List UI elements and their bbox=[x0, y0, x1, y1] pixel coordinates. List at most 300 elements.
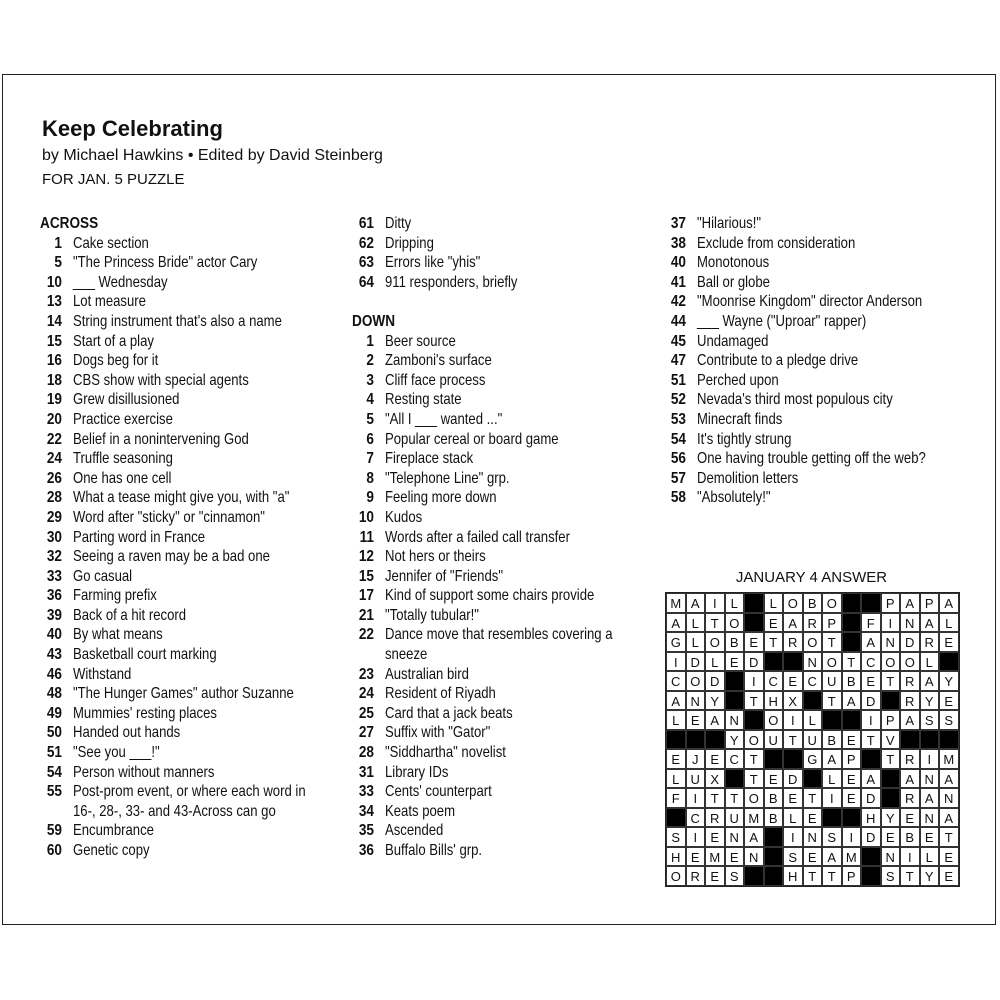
answer-cell: N bbox=[900, 613, 920, 633]
clue-item bbox=[40, 332, 340, 352]
black-square bbox=[725, 691, 745, 711]
clue-item bbox=[664, 332, 964, 352]
clue-text: Farming prefix bbox=[73, 587, 157, 605]
clue-item bbox=[352, 567, 652, 587]
answer-cell: U bbox=[822, 671, 842, 691]
answer-cell: A bbox=[861, 632, 881, 652]
clue-text: Dance move that resembles covering a bbox=[385, 626, 613, 644]
answer-cell: T bbox=[822, 632, 842, 652]
clue-item bbox=[352, 371, 652, 391]
answer-cell: O bbox=[822, 593, 842, 613]
answer-cell: T bbox=[803, 866, 823, 886]
clue-text: Ball or globe bbox=[697, 273, 770, 291]
answer-cell: T bbox=[725, 788, 745, 808]
clue-item bbox=[664, 234, 964, 254]
answer-cell: S bbox=[881, 866, 901, 886]
answer-cell: E bbox=[803, 808, 823, 828]
clue-text: sneeze bbox=[385, 646, 428, 664]
answer-cell: T bbox=[939, 827, 959, 847]
clue-item bbox=[40, 606, 340, 626]
clue-number: 22 bbox=[46, 430, 62, 448]
answer-cell: J bbox=[686, 749, 706, 769]
answer-cell: Y bbox=[920, 691, 940, 711]
clue-item bbox=[352, 488, 652, 508]
answer-cell: T bbox=[900, 866, 920, 886]
clue-number: 10 bbox=[46, 273, 62, 291]
black-square bbox=[842, 632, 862, 652]
answer-cell: A bbox=[842, 691, 862, 711]
clue-number: 49 bbox=[46, 704, 62, 722]
clue-item bbox=[352, 821, 652, 841]
clue-number: 25 bbox=[358, 704, 374, 722]
answer-cell: R bbox=[803, 613, 823, 633]
clue-number: 39 bbox=[46, 606, 62, 624]
clue-item bbox=[40, 684, 340, 704]
clue-text: Demolition letters bbox=[697, 469, 799, 487]
answer-cell: E bbox=[939, 866, 959, 886]
clue-text: Practice exercise bbox=[73, 410, 173, 428]
clue-item bbox=[352, 665, 652, 685]
black-square bbox=[822, 808, 842, 828]
answer-cell: N bbox=[803, 827, 823, 847]
answer-cell: I bbox=[783, 827, 803, 847]
answer-cell: M bbox=[666, 593, 686, 613]
answer-title: JANUARY 4 ANSWER bbox=[735, 569, 888, 586]
answer-cell: Y bbox=[705, 691, 725, 711]
clue-number: 1 bbox=[54, 234, 62, 252]
answer-cell: L bbox=[705, 652, 725, 672]
answer-cell: Y bbox=[939, 671, 959, 691]
answer-cell: S bbox=[783, 847, 803, 867]
answer-cell: I bbox=[744, 671, 764, 691]
clue-number: 5 bbox=[54, 254, 62, 272]
clue-number: 31 bbox=[358, 763, 374, 781]
answer-cell: E bbox=[881, 827, 901, 847]
clue-text: Go casual bbox=[73, 567, 133, 585]
section-header bbox=[352, 312, 652, 332]
clue-item bbox=[352, 743, 652, 763]
clue-text: Ditty bbox=[385, 215, 412, 232]
answer-cell: I bbox=[783, 710, 803, 730]
answer-cell: O bbox=[900, 652, 920, 672]
answer-cell: L bbox=[822, 769, 842, 789]
clue-number: 11 bbox=[359, 528, 374, 546]
clue-text: Monotonous bbox=[697, 254, 770, 272]
clue-number: 10 bbox=[358, 508, 374, 526]
black-square bbox=[764, 847, 784, 867]
clue-number: 12 bbox=[358, 548, 374, 566]
answer-cell: R bbox=[900, 788, 920, 808]
answer-cell: M bbox=[744, 808, 764, 828]
clue-text: Dogs beg for it bbox=[73, 352, 159, 370]
clue-item bbox=[664, 214, 964, 234]
clue-item bbox=[40, 273, 340, 293]
answer-cell: T bbox=[881, 671, 901, 691]
clue-number: 33 bbox=[358, 783, 374, 801]
clue-item bbox=[40, 528, 340, 548]
clue-item bbox=[664, 312, 964, 332]
black-square bbox=[861, 847, 881, 867]
clue-number: 23 bbox=[358, 665, 374, 683]
answer-cell: G bbox=[803, 749, 823, 769]
clue-text: Cents' counterpart bbox=[385, 783, 492, 801]
clue-number: 29 bbox=[46, 508, 62, 526]
clue-text: "Totally tubular!" bbox=[385, 606, 479, 624]
clue-number: 47 bbox=[670, 352, 686, 370]
clue-text: Post-prom event, or where each word in bbox=[73, 783, 306, 801]
clue-item bbox=[40, 763, 340, 783]
clue-text: "All I ___ wanted ..." bbox=[385, 410, 503, 428]
answer-cell: C bbox=[803, 671, 823, 691]
answer-cell: U bbox=[686, 769, 706, 789]
clue-text: Seeing a raven may be a bad one bbox=[73, 548, 270, 566]
answer-cell: T bbox=[744, 691, 764, 711]
clue-number: 40 bbox=[46, 626, 62, 644]
answer-cell: A bbox=[686, 593, 706, 613]
section-header-label: DOWN bbox=[352, 312, 396, 330]
answer-cell: D bbox=[861, 691, 881, 711]
clue-item bbox=[40, 449, 340, 469]
clue-item bbox=[40, 371, 340, 391]
answer-cell: L bbox=[920, 652, 940, 672]
clue-text: Start of a play bbox=[73, 332, 154, 350]
answer-cell: M bbox=[842, 847, 862, 867]
answer-cell: T bbox=[822, 866, 842, 886]
answer-cell: S bbox=[822, 827, 842, 847]
answer-cell: B bbox=[764, 788, 784, 808]
clue-number: 18 bbox=[46, 371, 62, 389]
clue-number: 37 bbox=[670, 215, 686, 232]
answer-cell: A bbox=[939, 769, 959, 789]
clue-item bbox=[352, 351, 652, 371]
clue-number: 52 bbox=[670, 391, 686, 409]
clue-number: 28 bbox=[358, 744, 374, 762]
answer-cell: E bbox=[705, 749, 725, 769]
clue-item bbox=[40, 469, 340, 489]
puzzle-date: FOR JAN. 5 PUZZLE bbox=[42, 171, 185, 188]
clue-number: 45 bbox=[670, 332, 686, 350]
clue-item bbox=[40, 821, 340, 841]
black-square bbox=[666, 808, 686, 828]
clue-item bbox=[352, 273, 652, 293]
answer-cell: R bbox=[686, 866, 706, 886]
answer-grid bbox=[665, 592, 960, 887]
answer-cell: L bbox=[939, 613, 959, 633]
answer-cell: B bbox=[822, 730, 842, 750]
clue-text: Encumbrance bbox=[73, 822, 154, 840]
section-header-label: ACROSS bbox=[40, 215, 99, 232]
answer-cell: H bbox=[861, 808, 881, 828]
clue-text: "Telephone Line" grp. bbox=[385, 469, 510, 487]
clue-number: 30 bbox=[46, 528, 62, 546]
answer-cell: T bbox=[881, 749, 901, 769]
answer-cell: E bbox=[861, 671, 881, 691]
black-square bbox=[803, 691, 823, 711]
answer-cell: E bbox=[920, 827, 940, 847]
clue-item bbox=[40, 312, 340, 332]
answer-cell: N bbox=[881, 847, 901, 867]
answer-cell: B bbox=[725, 632, 745, 652]
answer-cell: N bbox=[920, 769, 940, 789]
answer-cell: T bbox=[764, 632, 784, 652]
answer-cell: S bbox=[939, 710, 959, 730]
clue-text: Kind of support some chairs provide bbox=[385, 587, 595, 605]
clue-text: String instrument that's also a name bbox=[73, 312, 282, 330]
answer-cell: E bbox=[725, 652, 745, 672]
answer-cell: V bbox=[881, 730, 901, 750]
clue-number: 2 bbox=[366, 352, 374, 370]
answer-cell: T bbox=[822, 691, 842, 711]
clue-number: 15 bbox=[46, 332, 62, 350]
black-square bbox=[842, 710, 862, 730]
clue-text: 16-, 28-, 33- and 43-Across can go bbox=[73, 802, 276, 820]
clue-text: Popular cereal or board game bbox=[385, 430, 559, 448]
clue-text: Mummies' resting places bbox=[73, 704, 217, 722]
clue-number: 51 bbox=[670, 371, 686, 389]
clue-number: 14 bbox=[46, 312, 62, 330]
clue-item bbox=[352, 430, 652, 450]
clue-item bbox=[40, 665, 340, 685]
clue-number: 36 bbox=[358, 842, 374, 859]
answer-cell: O bbox=[783, 593, 803, 613]
answer-cell: S bbox=[920, 710, 940, 730]
answer-cell: C bbox=[764, 671, 784, 691]
clue-text: Resting state bbox=[385, 391, 462, 409]
answer-cell: D bbox=[705, 671, 725, 691]
black-square bbox=[939, 730, 959, 750]
answer-cell: T bbox=[842, 652, 862, 672]
clue-item bbox=[40, 645, 340, 665]
answer-cell: R bbox=[900, 691, 920, 711]
clue-item bbox=[352, 449, 652, 469]
answer-cell: I bbox=[900, 847, 920, 867]
answer-cell: O bbox=[686, 671, 706, 691]
clue-number: 32 bbox=[46, 548, 62, 566]
answer-cell: B bbox=[803, 593, 823, 613]
clue-text: "The Princess Bride" actor Cary bbox=[73, 254, 258, 272]
clue-text: Handed out hands bbox=[73, 724, 181, 742]
answer-cell: B bbox=[764, 808, 784, 828]
clue-item bbox=[664, 410, 964, 430]
answer-cell: L bbox=[803, 710, 823, 730]
clue-number: 6 bbox=[366, 430, 374, 448]
answer-cell: M bbox=[939, 749, 959, 769]
answer-cell: L bbox=[686, 613, 706, 633]
byline: by Michael Hawkins • Edited by David Steinberg bbox=[42, 147, 383, 164]
answer-cell: E bbox=[705, 827, 725, 847]
black-square bbox=[881, 691, 901, 711]
clue-text: Minecraft finds bbox=[697, 410, 783, 428]
section-header bbox=[40, 214, 340, 234]
clue-number: 53 bbox=[670, 410, 686, 428]
answer-cell: D bbox=[686, 652, 706, 672]
clue-number: 21 bbox=[358, 606, 374, 624]
clue-text: "Absolutely!" bbox=[697, 489, 771, 507]
clue-text: Errors like "yhis" bbox=[385, 254, 481, 272]
clue-text: Beer source bbox=[385, 332, 456, 350]
clue-number: 8 bbox=[366, 469, 374, 487]
clue-text: "Moonrise Kingdom" director Anderson bbox=[697, 293, 923, 311]
black-square bbox=[744, 866, 764, 886]
clue-number: 1 bbox=[366, 332, 374, 350]
clue-number: 16 bbox=[46, 352, 62, 370]
answer-cell: M bbox=[705, 847, 725, 867]
clue-number: 27 bbox=[358, 724, 374, 742]
clue-number: 19 bbox=[46, 391, 62, 409]
clue-item bbox=[352, 625, 652, 645]
clue-number: 56 bbox=[670, 450, 686, 468]
clue-item bbox=[40, 488, 340, 508]
black-square bbox=[744, 593, 764, 613]
clue-number: 54 bbox=[670, 430, 686, 448]
black-square bbox=[686, 730, 706, 750]
clue-item bbox=[352, 234, 652, 254]
clue-item bbox=[40, 841, 340, 861]
clue-number: 46 bbox=[46, 665, 62, 683]
clue-number: 55 bbox=[46, 783, 62, 801]
answer-cell: U bbox=[764, 730, 784, 750]
black-square bbox=[861, 749, 881, 769]
answer-cell: P bbox=[842, 749, 862, 769]
clue-item bbox=[40, 508, 340, 528]
clue-item bbox=[664, 488, 964, 508]
answer-cell: I bbox=[920, 749, 940, 769]
clue-number: 62 bbox=[358, 234, 374, 252]
answer-cell: A bbox=[666, 613, 686, 633]
answer-cell: R bbox=[920, 632, 940, 652]
answer-cell: R bbox=[900, 749, 920, 769]
answer-cell: X bbox=[705, 769, 725, 789]
clue-text: Undamaged bbox=[697, 332, 769, 350]
clue-number: 9 bbox=[366, 489, 374, 507]
clue-item bbox=[352, 390, 652, 410]
answer-cell: U bbox=[725, 808, 745, 828]
answer-cell: E bbox=[725, 847, 745, 867]
answer-cell: P bbox=[920, 593, 940, 613]
answer-cell: T bbox=[744, 769, 764, 789]
answer-cell: E bbox=[764, 769, 784, 789]
clue-item bbox=[40, 723, 340, 743]
clue-item bbox=[352, 782, 652, 802]
black-square bbox=[881, 788, 901, 808]
clue-text: What a tease might give you, with "a" bbox=[73, 489, 290, 507]
clue-text: ___ Wednesday bbox=[73, 273, 168, 291]
answer-cell: E bbox=[842, 788, 862, 808]
answer-cell: O bbox=[803, 632, 823, 652]
clue-number: 63 bbox=[358, 254, 374, 272]
clue-number: 59 bbox=[46, 822, 62, 840]
clue-item bbox=[352, 606, 652, 626]
clue-item bbox=[352, 723, 652, 743]
answer-cell: I bbox=[686, 827, 706, 847]
black-square bbox=[764, 749, 784, 769]
clue-text: "Hilarious!" bbox=[697, 215, 761, 232]
answer-cell: E bbox=[686, 710, 706, 730]
answer-cell: E bbox=[939, 691, 959, 711]
black-square bbox=[920, 730, 940, 750]
clue-number: 36 bbox=[46, 587, 62, 605]
clue-item bbox=[40, 782, 340, 802]
clue-text: Exclude from consideration bbox=[697, 234, 856, 252]
answer-cell: N bbox=[725, 710, 745, 730]
clue-item bbox=[352, 841, 652, 861]
answer-cell: A bbox=[822, 847, 842, 867]
answer-cell: L bbox=[764, 593, 784, 613]
answer-cell: L bbox=[783, 808, 803, 828]
clue-item bbox=[664, 390, 964, 410]
clue-text: Jennifer of "Friends" bbox=[385, 567, 503, 585]
answer-cell: O bbox=[764, 710, 784, 730]
answer-cell: F bbox=[666, 788, 686, 808]
clue-number: 4 bbox=[366, 391, 374, 409]
answer-cell: N bbox=[803, 652, 823, 672]
clue-number: 33 bbox=[46, 567, 62, 585]
clue-text: Suffix with "Gator" bbox=[385, 724, 491, 742]
black-square bbox=[764, 827, 784, 847]
clue-text: Not hers or theirs bbox=[385, 548, 486, 566]
answer-cell: E bbox=[939, 632, 959, 652]
answer-cell: T bbox=[783, 730, 803, 750]
clue-item bbox=[40, 743, 340, 763]
clue-item bbox=[352, 469, 652, 489]
answer-cell: I bbox=[861, 710, 881, 730]
answer-cell: E bbox=[705, 866, 725, 886]
answer-cell: I bbox=[822, 788, 842, 808]
answer-cell: N bbox=[920, 808, 940, 828]
clue-text: Withstand bbox=[73, 665, 132, 683]
clue-item bbox=[40, 625, 340, 645]
answer-cell: A bbox=[900, 769, 920, 789]
black-square bbox=[744, 710, 764, 730]
answer-cell: E bbox=[764, 613, 784, 633]
answer-cell: B bbox=[900, 827, 920, 847]
black-square bbox=[881, 769, 901, 789]
answer-cell: E bbox=[842, 769, 862, 789]
clue-number: 48 bbox=[46, 685, 62, 703]
clue-item bbox=[664, 371, 964, 391]
black-square bbox=[783, 749, 803, 769]
clue-text: ___ Wayne ("Uproar" rapper) bbox=[697, 312, 867, 330]
puzzle-title: Keep Celebrating bbox=[42, 116, 223, 141]
answer-cell: A bbox=[744, 827, 764, 847]
answer-cell: A bbox=[900, 710, 920, 730]
answer-cell: N bbox=[939, 788, 959, 808]
clue-number: 43 bbox=[46, 646, 62, 664]
clue-number: 42 bbox=[670, 293, 686, 311]
clue-item bbox=[352, 547, 652, 567]
answer-cell: H bbox=[666, 847, 686, 867]
clue-text: Basketball court marking bbox=[73, 646, 217, 664]
answer-cell: T bbox=[744, 749, 764, 769]
clue-item bbox=[352, 214, 652, 234]
answer-cell: S bbox=[725, 866, 745, 886]
black-square bbox=[842, 808, 862, 828]
answer-cell: L bbox=[920, 847, 940, 867]
clue-item bbox=[352, 684, 652, 704]
answer-cell: I bbox=[705, 593, 725, 613]
clue-number: 5 bbox=[366, 410, 374, 428]
black-square bbox=[725, 671, 745, 691]
clue-text: "Siddhartha" novelist bbox=[385, 744, 506, 762]
answer-cell: G bbox=[666, 632, 686, 652]
black-square bbox=[744, 613, 764, 633]
clue-number: 35 bbox=[358, 822, 374, 840]
clue-text: Feeling more down bbox=[385, 489, 497, 507]
clue-text: Lot measure bbox=[73, 293, 146, 311]
clue-number: 58 bbox=[670, 489, 686, 507]
clue-item bbox=[40, 234, 340, 254]
clue-text: By what means bbox=[73, 626, 163, 644]
